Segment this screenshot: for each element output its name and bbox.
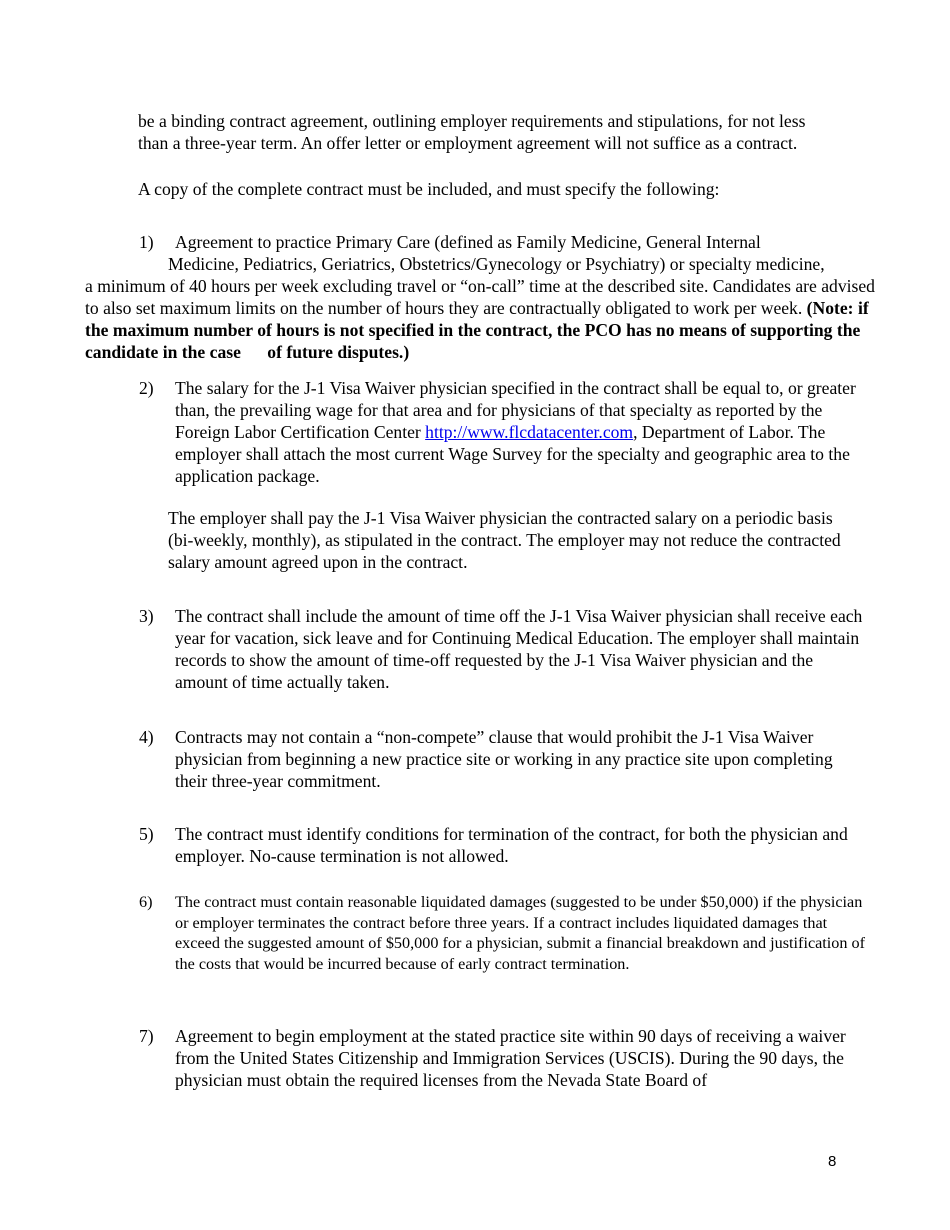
item-2-text (175, 377, 870, 487)
item-1-line-1: Agreement to practice Primary Care (defined as Family Medicine, General Internal (175, 232, 761, 252)
item-6-number: 6) (139, 893, 153, 911)
item-5-number: 5) (139, 824, 154, 844)
page-number: 8 (828, 1153, 837, 1170)
item-4-number: 4) (139, 727, 154, 747)
copy-statement: A copy of the complete contract must be included, and must specify the following: (138, 179, 720, 199)
item-5-text: The contract must identify conditions for termination of the contract, for both the physician and employer. No-cause termination is not allowed. (175, 824, 848, 866)
item-1-line-2: Medicine, Pediatrics, Geriatrics, Obstetrics/Gynecology or Psychiatry) or specialty medicine, (168, 254, 825, 274)
item-7-text: Agreement to begin employment at the stated practice site within 90 days of receiving a waiver from the United States Citizenship and Immigration Services (USCIS). During the 90 days, the physician must obtain the required licenses from the Nevada State Board of (175, 1026, 846, 1090)
item-1-continuation (85, 275, 875, 363)
item-1-number: 1) (139, 232, 154, 252)
item-2-text-before-link: The salary for the J-1 Visa Waiver physician specified in the contract shall be equal to, or greater than, the prevailing wage for that area and for physicians of that specialty as reported by the Foreign Labor Certification Center (175, 378, 856, 442)
item-1-rest-text: a minimum of 40 hours per week excluding travel or “on-call” time at the described site. Candidates are advised to also set maximum limits on the number of hours they are contractually obligated to work per week. (85, 276, 875, 318)
item-7-number: 7) (139, 1026, 154, 1046)
item-1-note: (Note: if the maximum number of hours is not specified in the contract, the PCO has no means of supporting the candidate in the case of future disputes.) (85, 298, 869, 362)
item-3-number: 3) (139, 606, 154, 626)
item-4-text: Contracts may not contain a “non-compete” clause that would prohibit the J-1 Visa Waiver physician from beginning a new practice site or working in any practice site upon completing their three-year commitment. (175, 727, 833, 791)
item-6-text: The contract must contain reasonable liquidated damages (suggested to be under $50,000) if the physician or employer terminates the contract before three years. If a contract includes liquidated damages that exceed the suggested amount of $50,000 for a physician, submit a financial breakdown and justification of the costs that would be incurred because of early contract termination. (175, 893, 866, 973)
intro-line-2: than a three-year term. An offer letter or employment agreement will not suffice as a contract. (138, 133, 798, 153)
flc-datacenter-link[interactable]: http://www.flcdatacenter.com (425, 422, 634, 442)
intro-line-1: be a binding contract agreement, outlining employer requirements and stipulations, for not less (138, 111, 806, 131)
intro-paragraph (138, 110, 868, 154)
item-2-number: 2) (139, 378, 154, 398)
item-3-text: The contract shall include the amount of time off the J-1 Visa Waiver physician shall receive each year for vacation, sick leave and for Continuing Medical Education. The employer shall maintain records to show the amount of time-off requested by the J-1 Visa Waiver physician and the amount of time actually taken. (175, 606, 863, 692)
item-2-text-after-link: , Department of Labor. The employer shall attach the most current Wage Survey for the specialty and geographic area to the application package. (175, 422, 850, 486)
item-2-subparagraph: The employer shall pay the J-1 Visa Waiver physician the contracted salary on a periodic basis (bi-weekly, monthly), as stipulated in the contract. The employer may not reduce the contracted salary amount agreed upon in the contract. (168, 508, 841, 572)
